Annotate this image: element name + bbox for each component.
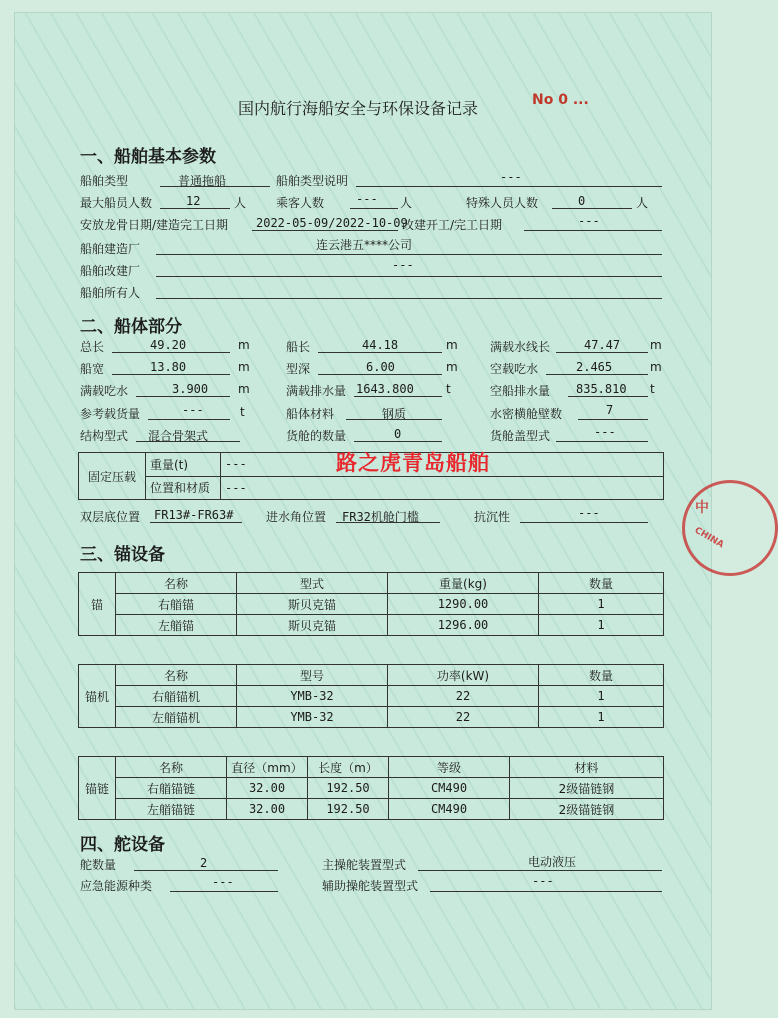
bulkheads-label: 水密横舱壁数 [490, 407, 563, 421]
passengers-unit: 人 [400, 196, 413, 210]
max-crew-unit: 人 [234, 196, 247, 210]
hatch-value: --- [594, 425, 616, 439]
windlass-table [78, 664, 664, 728]
anchor-header: 重量(kg) [388, 573, 539, 594]
breadth-unit: m [238, 360, 250, 374]
cargo-unit: t [240, 405, 245, 419]
refit-value: --- [578, 214, 600, 228]
table-row: 右艏锚 斯贝克锚 1290.00 1 [79, 594, 664, 615]
depth-value: 6.00 [366, 360, 395, 374]
table-row: 右艏锚链 32.00 192.50 CM490 2级锚链钢 [79, 778, 664, 799]
table-row: 左艏锚 斯贝克锚 1296.00 1 [79, 615, 664, 636]
hatch-label: 货舱盖型式 [490, 429, 551, 443]
main-gear-value: 电动液压 [528, 855, 577, 869]
full-draft-label: 满载吃水 [80, 384, 129, 398]
double-bottom-label: 双层底位置 [80, 510, 141, 524]
ship-type-value: 普通拖船 [178, 174, 227, 188]
full-draft-value: 3.900 [172, 382, 209, 396]
lwl-unit: m [650, 338, 662, 352]
breadth-label: 船宽 [80, 362, 105, 376]
section1-heading: 一、船舶基本参数 [80, 147, 216, 167]
lpp-label: 船长 [286, 340, 311, 354]
section4-heading: 四、舵设备 [80, 835, 165, 855]
bulkheads-value: 7 [606, 403, 614, 417]
light-disp-unit: t [650, 382, 655, 396]
ballast-weight-label: 重量(t) [146, 453, 221, 477]
windlass-header: 数量 [539, 665, 664, 686]
double-bottom-value: FR13#-FR63# [154, 508, 234, 522]
special-value: 0 [578, 194, 586, 208]
chain-group-label: 锚链 [79, 757, 116, 820]
rebuilder-value: --- [392, 258, 414, 272]
rudder-count-label: 舵数量 [80, 858, 117, 872]
loa-unit: m [238, 338, 250, 352]
special-label: 特殊人员人数 [466, 196, 539, 210]
builder-value: 连云港五****公司 [316, 238, 413, 252]
holds-value: 0 [394, 427, 402, 441]
full-disp-label: 满载排水量 [286, 384, 347, 398]
windlass-header: 名称 [116, 665, 237, 686]
ship-type-desc-label: 船舶类型说明 [276, 174, 349, 188]
section3-heading: 三、锚设备 [80, 545, 165, 565]
ship-type-label: 船舶类型 [80, 174, 129, 188]
document-title: 国内航行海船安全与环保设备记录 [238, 99, 479, 118]
special-unit: 人 [636, 196, 649, 210]
lpp-unit: m [446, 338, 458, 352]
unsink-value: --- [578, 506, 600, 520]
anchor-header: 数量 [539, 573, 664, 594]
structure-value: 混合骨架式 [148, 429, 209, 443]
breadth-value: 13.80 [150, 360, 187, 374]
anchor-header: 名称 [116, 573, 237, 594]
ballast-label: 固定压载 [79, 453, 146, 500]
structure-label: 结构型式 [80, 429, 129, 443]
main-gear-label: 主操舵装置型式 [322, 858, 407, 872]
rudder-count-value: 2 [200, 856, 208, 870]
table-row: 左艏锚链 32.00 192.50 CM490 2级锚链钢 [79, 799, 664, 820]
ballast-pos-value: --- [221, 476, 664, 500]
light-draft-label: 空载吃水 [490, 362, 539, 376]
full-draft-unit: m [238, 382, 250, 396]
loa-label: 总长 [80, 340, 105, 354]
builder-label: 船舶建造厂 [80, 242, 141, 256]
aux-gear-value: --- [532, 874, 554, 888]
keel-label: 安放龙骨日期/建造完工日期 [80, 218, 229, 232]
chain-header: 长度（m） [308, 757, 389, 778]
material-value: 钢质 [382, 407, 407, 421]
aux-gear-label: 辅助操舵装置型式 [322, 879, 419, 893]
emergency-label: 应急能源种类 [80, 879, 153, 893]
rebuilder-label: 船舶改建厂 [80, 264, 141, 278]
max-crew-label: 最大船员人数 [80, 196, 153, 210]
anchor-header: 型式 [237, 573, 388, 594]
unsink-label: 抗沉性 [474, 510, 511, 524]
light-draft-value: 2.465 [576, 360, 613, 374]
windlass-header: 功率(kW) [388, 665, 539, 686]
owner-label: 船舶所有人 [80, 286, 141, 300]
chain-header: 直径（mm） [227, 757, 308, 778]
emergency-value: --- [212, 875, 234, 889]
light-draft-unit: m [650, 360, 662, 374]
table-row: 左艏锚机 YMB-32 22 1 [79, 707, 664, 728]
full-disp-value: 1643.800 [356, 382, 414, 396]
chain-header: 名称 [116, 757, 227, 778]
max-crew-value: 12 [186, 194, 201, 208]
windlass-header: 型号 [237, 665, 388, 686]
lpp-value: 44.18 [362, 338, 399, 352]
passengers-value: --- [356, 192, 378, 206]
holds-label: 货舱的数量 [286, 429, 347, 443]
red-seal-stamp: 中 CHINA [682, 480, 778, 576]
light-disp-label: 空船排水量 [490, 384, 551, 398]
refit-label: 改建开工/完工日期 [402, 218, 503, 232]
cargo-label: 参考载货量 [80, 407, 141, 421]
ballast-pos-label: 位置和材质 [146, 476, 221, 500]
section2-heading: 二、船体部分 [80, 317, 182, 337]
ballast-weight-value: --- [221, 453, 664, 477]
loa-value: 49.20 [150, 338, 187, 352]
anchor-table [78, 572, 664, 636]
keel-value: 2022-05-09/2022-10-09 [256, 216, 408, 230]
flood-label: 进水角位置 [266, 510, 327, 524]
document-number: No 0 ... [532, 92, 589, 108]
watermark-text: 路之虎青岛船舶 [336, 451, 490, 475]
cargo-value: --- [182, 403, 204, 417]
chain-header: 等级 [389, 757, 510, 778]
light-disp-value: 835.810 [576, 382, 627, 396]
flood-value: FR32机舱门槛 [342, 510, 419, 524]
chain-header: 材料 [510, 757, 664, 778]
material-label: 船体材料 [286, 407, 335, 421]
depth-unit: m [446, 360, 458, 374]
passengers-label: 乘客人数 [276, 196, 325, 210]
full-disp-unit: t [446, 382, 451, 396]
windlass-group-label: 锚机 [79, 665, 116, 728]
depth-label: 型深 [286, 362, 311, 376]
lwl-label: 满载水线长 [490, 340, 551, 354]
table-row: 右艏锚机 YMB-32 22 1 [79, 686, 664, 707]
lwl-value: 47.47 [584, 338, 621, 352]
ship-type-desc-value: --- [500, 170, 522, 184]
chain-table [78, 756, 664, 820]
anchor-group-label: 锚 [79, 573, 116, 636]
